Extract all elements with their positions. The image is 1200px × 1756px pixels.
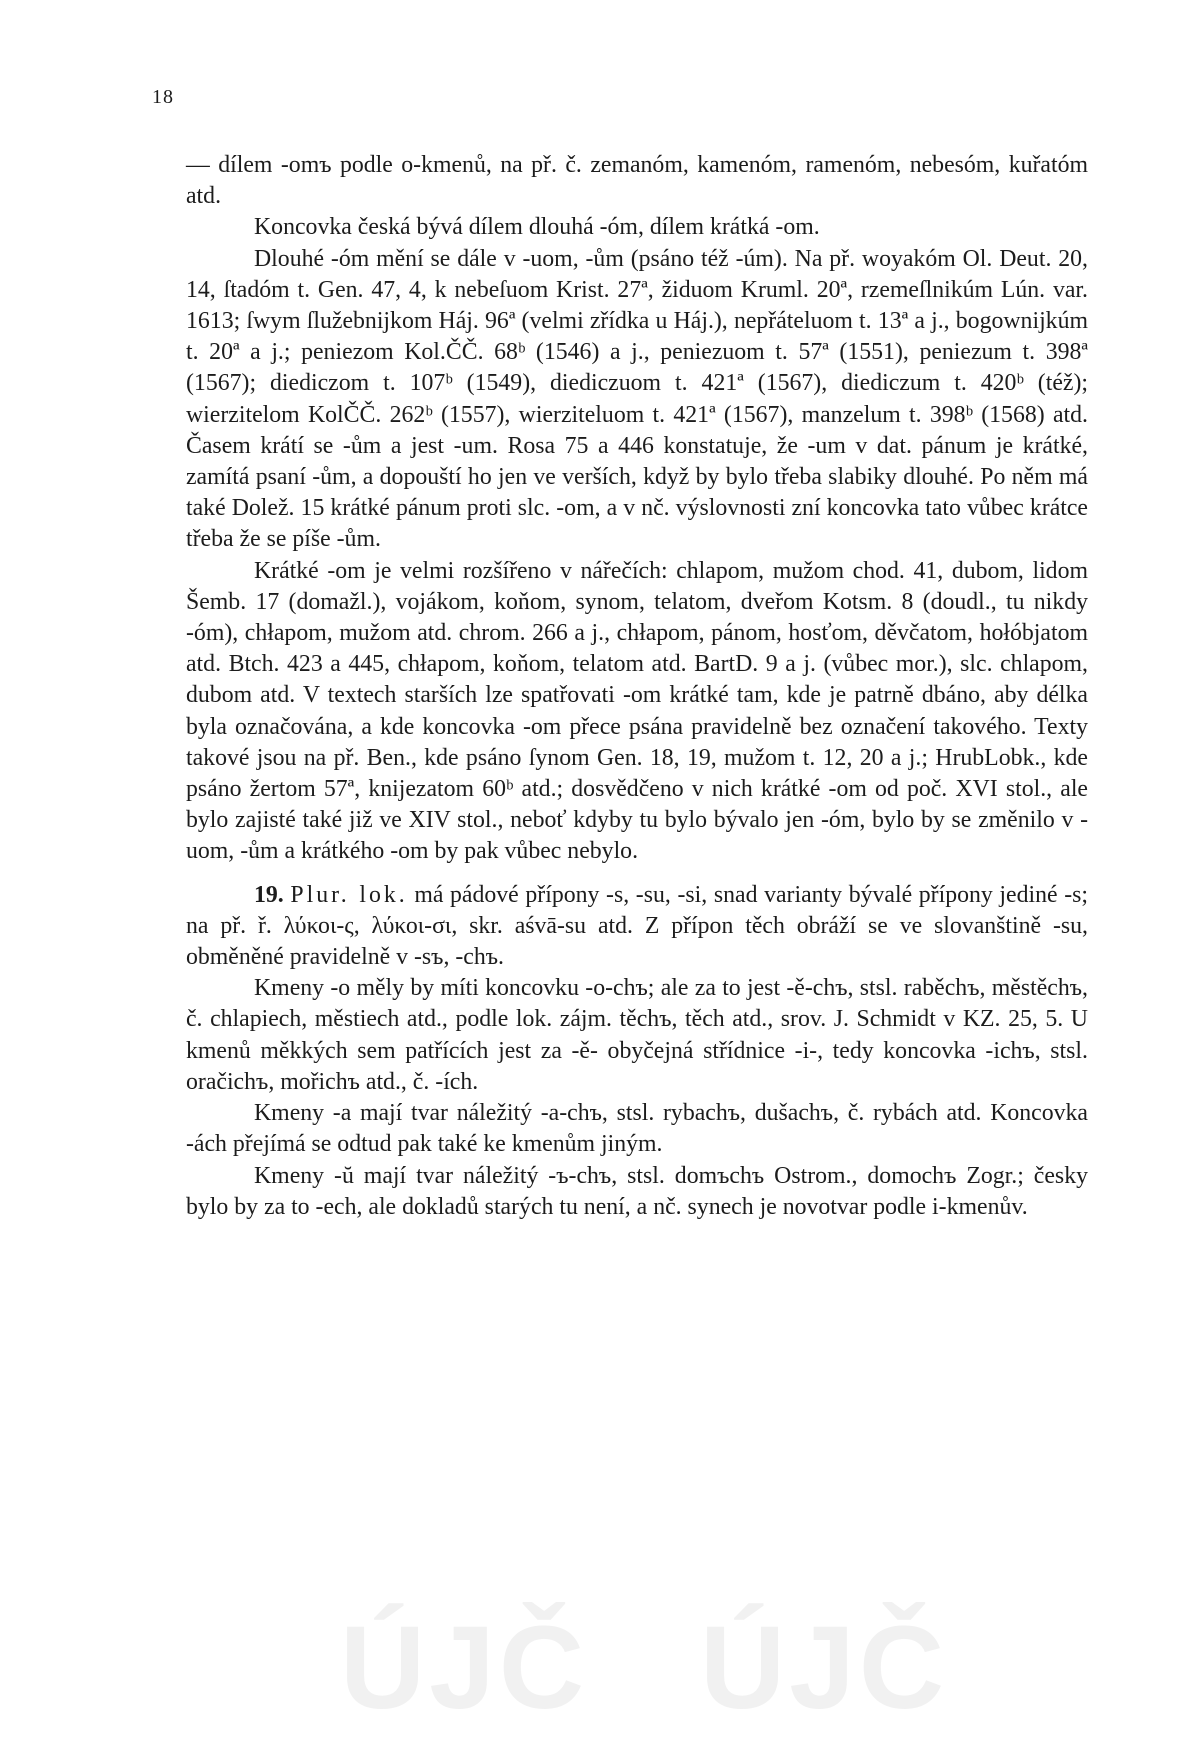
page-number: 18 bbox=[152, 86, 174, 108]
paragraph: — dílem -omъ podle o-kmenů, na př. č. zemanóm, kamenóm, ramenóm, nebesóm, kuřatóm atd. bbox=[186, 152, 1088, 210]
watermark-logo: ÚJČ bbox=[700, 1602, 949, 1734]
paragraph: Kmeny -a mají tvar náležitý -a-chъ, stsl. rybachъ, dušachъ, č. rybách atd. Koncovka -ách přejímá se odtud pak také ke kmenům jiným. bbox=[186, 1100, 1088, 1158]
paragraph: Koncovka česká bývá dílem dlouhá -óm, dílem krátká -om. bbox=[254, 214, 820, 241]
section-number: 19. bbox=[254, 881, 284, 908]
watermark-logo: ÚJČ bbox=[340, 1602, 589, 1734]
paragraph: Dlouhé -óm mění se dále v -uom, -ům (psáno též -úm). Na př. woyakóm Ol. Deut. 20, 14, ſtadóm t. Gen. 47, 4, k nebeſuom Krist. 27ª, židuom Kruml. 20ª, rzemeſlnikúm Lún. var. 1613; ſwym ſlužebnijkom Háj. 96ª (velmi zřídka u Háj.), nepřáteluom t. 13ª a j., bogownijkúm t. 20ª a j.; peniezom Kol.ČČ. 68ᵇ (1546) a j., peniezuom t. 57ª (1551), peniezum t. 398ª (1567); diediczom t. 107ᵇ (1549), diediczuom t. 421ª (1567), diediczum t. 420ᵇ (též); wierzitelom KolČČ. 262ᵇ (1557), wierziteluom t. 421ª (1567), manzelum t. 398ᵇ (1568) atd. Časem krátí se -ům a jest -um. Rosa 75 a 446 konstatuje, že -um v dat. pánum je krátké, zamítá psaní -ům, a dopouští ho jen ve verších, když by bylo třeba slabiky dlouhé. Po něm má také Dolež. 15 krátké pánum proti slc. -om, a v nč. výslovnosti zní koncovka tato vůbec krátce třeba že se píše -ům. bbox=[186, 245, 1088, 553]
paragraph: Krátké -om je velmi rozšířeno v nářečích: chlapom, mužom chod. 41, dubom, lidom Šemb. 17 (domažl.), vojákom, koňom, synom, telatom, dveřom Kotsm. 8 (doudl., tu nikdy -óm), chłapom, mužom atd. chrom. 266 a j., chłapom, pánom, hosťom, děvčatom, hołóbjatom atd. Btch. 423 a 445, chłapom, koňom, telatom atd. BartD. 9 a j. (vůbec mor.), slc. chlapom, dubom atd. V textech starších lze spatřovati -om krátké tam, kde je patrně dbáno, aby délka byla označována, a kde koncovka -om přece psána pravidelně bez označení takového. Texty takové jsou na př. Ben., kde psáno ſynom Gen. 18, 19, mužom t. 12, 20 a j.; HrubLobk., kde psáno žertom 57ª, knijezatom 60ᵇ atd.; dosvědčeno v nich krátké -om od poč. XVI stol., ale bylo zajisté také již ve XIV stol., neboť kdyby tu bylo bývalo jen -óm, bylo by se změnilo v -uom, -ům a krátkého -om by pak vůbec nebylo. bbox=[186, 557, 1088, 865]
page-body bbox=[186, 150, 1088, 1223]
paragraph: Kmeny -o měly by míti koncovku -o-chъ; ale za to jest -ě-chъ, stsl. raběchъ, městěchъ, č. chlapiech, městiech atd., podle lok. zájm. těchъ, těch atd., srov. J. Schmidt v KZ. 25, 5. U kmenů měkkých sem patřících jest za -ě- obyčejná střídnice -i-, tedy koncovka -ichъ, stsl. oračichъ, mořichъ atd., č. -ích. bbox=[186, 975, 1088, 1095]
paragraph: Kmeny -ŭ mají tvar náležitý -ъ-chъ, stsl. domъchъ Ostrom., domochъ Zogr.; česky bylo by za to -ech, ale dokladů starých tu není, a nč. synech je novotvar podle i-kmenův. bbox=[186, 1162, 1088, 1220]
section-19-paragraph bbox=[186, 880, 1088, 974]
section-heading: Plur. lok. bbox=[290, 881, 408, 908]
section-19-text: má pádové přípony -s, -su, -si, snad varianty bývalé přípony jediné -s; na př. ř. λύκοι-ς, λύκοι-σι, skr. aśvā-su atd. Z přípon těch obráží se ve slovanštině -su, obměněné pravidelně v -sъ, -chъ. bbox=[186, 881, 1088, 971]
